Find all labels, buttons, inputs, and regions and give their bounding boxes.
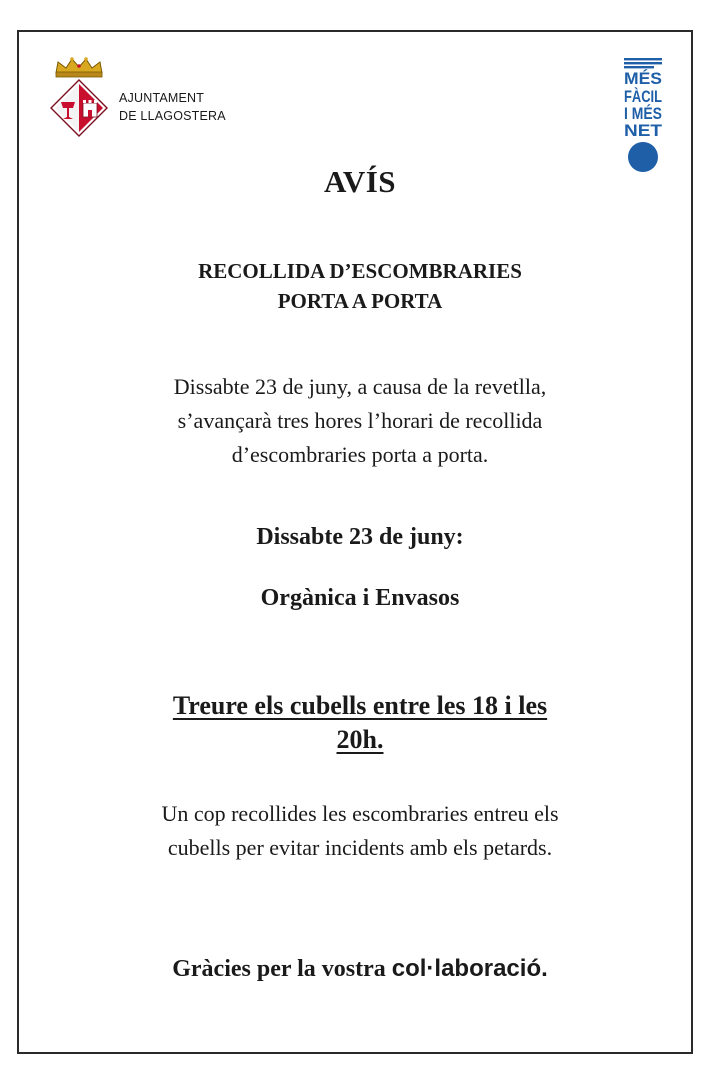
council-name-line-2: DE LLAGOSTERA [119, 109, 226, 123]
waste-types: Orgànica i Envasos [260, 585, 460, 611]
council-name-line-1: AJUNTAMENT [119, 91, 205, 105]
bin-out-time-line-1: Treure els cubells entre les 18 i les [172, 691, 548, 720]
bin-out-time-line-2: 20h. [336, 725, 384, 754]
campaign-logo-icon [620, 56, 666, 176]
notice-subtitle-line-2: PORTA A PORTA [277, 289, 443, 313]
thanks-word: col·laboració. [391, 955, 548, 982]
campaign-logo-line-2: FÀCIL [624, 87, 662, 106]
council-crest-icon [48, 55, 110, 139]
campaign-logo-line-4: NET [624, 121, 663, 140]
paragraph-2-line: cubells per evitar incidents amb els petards. [167, 835, 553, 860]
notice-title: AVÍS [323, 164, 397, 199]
notice-paragraph-1 [0, 370, 720, 472]
notice-subtitle [0, 256, 720, 316]
council-name [119, 89, 226, 125]
notice-paragraph-2 [0, 797, 720, 865]
paragraph-1-line: d’escombraries porta a porta. [231, 442, 489, 467]
thanks-prefix: Gràcies per la vostra [172, 956, 392, 982]
campaign-logo-line-3: I MÉS [624, 104, 662, 123]
paragraph-1-line: s’avançarà tres hores l’horari de recollida [177, 408, 543, 433]
crown-icon [56, 57, 102, 77]
thanks-message [0, 955, 720, 983]
bin-out-time [0, 689, 720, 757]
collection-date: Dissabte 23 de juny: [256, 524, 464, 550]
notice-subtitle-line-1: RECOLLIDA D’ESCOMBRARIES [198, 259, 522, 283]
paragraph-1-line: Dissabte 23 de juny, a causa de la revetlla, [173, 374, 547, 399]
campaign-logo-line-1: MÉS [624, 69, 662, 88]
paragraph-2-line: Un cop recollides les escombraries entreu els [161, 801, 559, 826]
